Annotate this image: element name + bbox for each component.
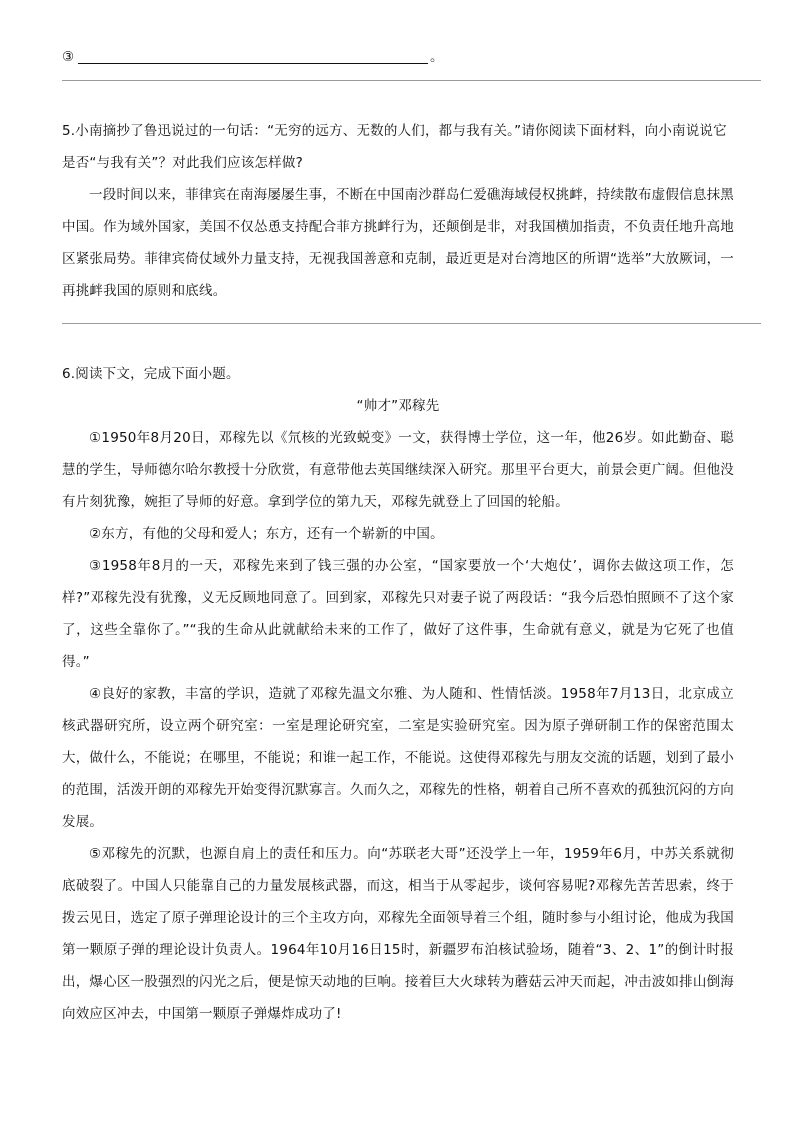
article-paragraph: ⑤邓稼先的沉默，也源自肩上的责任和压力。向“苏联老大哥”还没学上一年，1959年6月，中苏关系就彻底破裂了。中国人只能靠自己的力量发展核武器，而这，相当于从零起步，谈何容易呢?邓稼先苦苦思索，终于拨云见日，选定了原子弹理论设计的三个主攻方向，邓稼先全面领导着三个组，随时参与小组讨论，他成为我国第一颗原子弹的理论设计负责人。1964年10月16日15时，新疆罗布泊核试验场，随着“3、2、1”的倒计时报出，爆心区一股强烈的闪光之后，便是惊天动地的巨响。接着巨大火球转为蘑菇云冲天而起，冲击波如排山倒海向效应区冲去，中国第一颗原子弹爆炸成功了! bbox=[62, 846, 734, 1022]
question-5 bbox=[62, 115, 734, 307]
question-6-stem: 6.阅读下文，完成下面小题。 bbox=[62, 366, 240, 382]
question-5-stem: 5.小南摘抄了鲁迅说过的一句话：“无穷的远方、无数的人们，都与我有关。”请你阅读下面材料，向小南说说它是否“与我有关”？对此我们应该怎样做? bbox=[62, 123, 727, 171]
section-divider bbox=[62, 80, 761, 81]
answer-underline[interactable] bbox=[78, 51, 428, 64]
article-paragraph: ②东方，有他的父母和爱人；东方，还有一个崭新的中国。 bbox=[89, 526, 444, 542]
blank-number: ③ bbox=[62, 49, 75, 65]
blank-end-mark: 。 bbox=[430, 49, 444, 65]
article-paragraph: ③1958年8月的一天，邓稼先来到了钱三强的办公室，“国家要放一个‘大炮仗’，调你去做这项工作，怎样?”邓稼先没有犹豫，义无反顾地同意了。回到家，邓稼先只对妻子说了两段话：“我今后恐怕照顾不了这个家了，这些全靠你了。”“我的生命从此就献给未来的工作了，做好了这件事，生命就有意义，就是为它死了也值得。” bbox=[62, 558, 734, 670]
article-paragraph: ①1950年8月20日，邓稼先以《氘核的光致蜕变》一文，获得博士学位，这一年，他26岁。如此勤奋、聪慧的学生，导师德尔哈尔教授十分欣赏，有意带他去英国继续深入研究。那里平台更大，前景会更广阔。但他没有片刻犹豫，婉拒了导师的好意。拿到学位的第九天，邓稼先就登上了回国的轮船。 bbox=[62, 430, 734, 510]
article-title: “帅才”邓稼先 bbox=[356, 398, 440, 414]
answer-blank-3 bbox=[62, 46, 482, 68]
question-5-material: 一段时间以来，菲律宾在南海屡屡生事，不断在中国南沙群岛仁爱礁海域侵权挑衅，持续散布虚假信息抹黑中国。作为域外国家，美国不仅怂恿支持配合菲方挑衅行为，还颠倒是非，对我国横加指责，不负责任地升高地区紧张局势。菲律宾倚仗域外力量支持，无视我国善意和克制，最近更是对台湾地区的所谓“选举”大放厥词，一再挑衅我国的原则和底线。 bbox=[62, 187, 734, 299]
question-6 bbox=[62, 358, 734, 1030]
article-paragraph: ④良好的家教，丰富的学识，造就了邓稼先温文尔雅、为人随和、性情恬淡。1958年7月13日，北京成立核武器研究所，设立两个研究室：一室是理论研究室，二室是实验研究室。因为原子弹研制工作的保密范围太大，做什么，不能说；在哪里，不能说；和谁一起工作，不能说。这使得邓稼先与朋友交流的话题，划到了最小的范围，活泼开朗的邓稼先开始变得沉默寡言。久而久之，邓稼先的性格，朝着自己所不喜欢的孤独沉闷的方向发展。 bbox=[62, 686, 734, 830]
section-divider bbox=[62, 323, 761, 324]
